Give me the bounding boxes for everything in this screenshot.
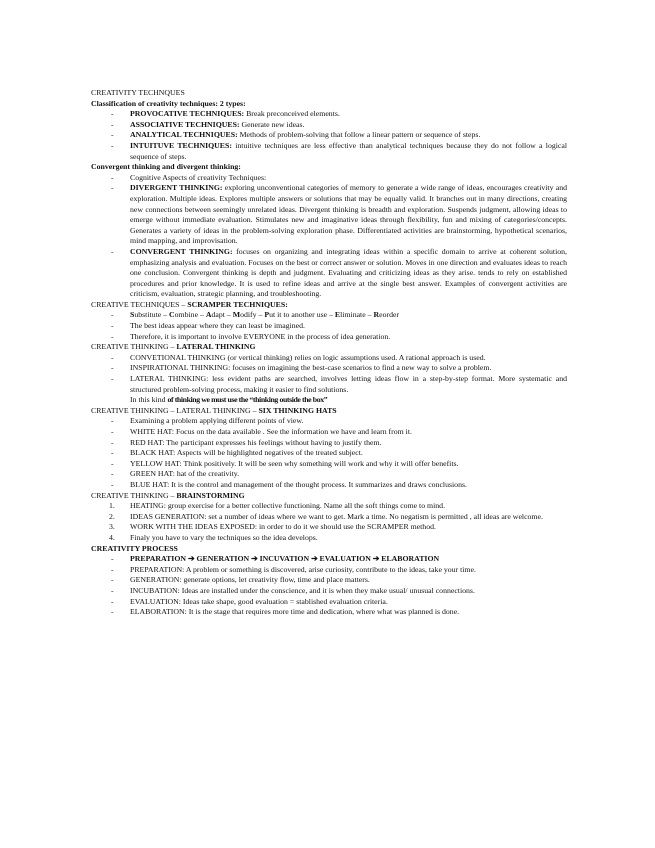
lateral-heading	[91, 342, 567, 353]
bullet-marker: -	[111, 363, 114, 373]
lateral-list	[91, 353, 567, 395]
item-text: Generate new ideas.	[239, 119, 305, 129]
list-item	[91, 363, 567, 374]
hats-heading-pre: CREATIVE THINKING – LATERAL THINKING –	[91, 405, 259, 415]
item-text: WHITE HAT: Focus on the data available . See the information we have and learn from it.	[130, 427, 412, 436]
bullet-marker: -	[111, 183, 114, 193]
document-title: CREATIVITY TECHNQUES	[91, 88, 185, 97]
item-text: Break preconceived elements.	[244, 109, 340, 119]
list-item	[91, 533, 567, 544]
brainstorming-heading-pre: CREATIVE THINKING –	[91, 490, 177, 500]
bullet-marker: -	[111, 352, 114, 362]
list-item	[91, 469, 567, 480]
acronym-word: ut it to another use –	[269, 310, 335, 320]
item-text: WORK WITH THE IDEAS EXPOSED: in order to do it we should use the SCRAMPER method.	[130, 522, 436, 532]
list-item	[91, 120, 567, 131]
lateral-tail	[91, 395, 567, 406]
hats-heading-bold: SIX THINKING HATS	[258, 405, 337, 415]
convergent-list	[91, 173, 567, 300]
item-text: Examining a problem applying different points of view.	[130, 416, 304, 426]
item-text: RED HAT: The participant expresses his feelings without having to justify them.	[130, 437, 382, 447]
list-item	[91, 130, 567, 141]
scamper-acronym-item	[91, 310, 567, 321]
item-label: PROVOCATIVE TECHNIQUES:	[130, 109, 245, 119]
list-item	[91, 173, 567, 184]
document-page	[91, 88, 567, 618]
item-text: focuses on organizing and integrating ideas within a specific domain to arrive at coherent solution, emphasizing analysis and evaluation. Focuses on the best or correct answer or solution. Moves in one direction and evaluates ideas to reach one conclusion. Convergent thinking is depth and judgment. Evaluating and criticizing ideas as they arise. tends to rely on established procedures and prior knowledge. It is used to refine ideas and arrive at the single best answer. Examples of convergent activities are criticism, evaluation, strategic planning, and troubleshooting.	[130, 246, 567, 299]
acronym-word: ombine –	[174, 310, 206, 320]
lateral-tail-bold: of thinking we must use the “thinking outside the box”	[167, 395, 328, 405]
brainstorming-list	[91, 501, 567, 543]
item-text: PREPARATION: A problem or something is discovered, arise curiosity, contribute to the ideas, take your time.	[130, 564, 476, 574]
acronym-letter: P	[264, 310, 270, 320]
list-item	[91, 459, 567, 470]
number-marker: 3.	[109, 522, 115, 532]
item-text: exploring unconventional categories of memory to generate a wide range of ideas, encourages creativity and exploration. Multiple ideas. Explores multiple answers or solutions that may be equally valid. It branches out in many directions, creating new connections between seemingly unrelated ideas. Divergent thinking is breadth and exploration. Suspends judgment, allowing ideas to emerge without immediate evaluation. Stimulates new and imaginative ideas through flexibility, fun and mixing of categories/concepts. Generates a variety of ideas in the problem-solving exploration phase. Differentiated activities are brainstorming, hypothetical scenarios, mind mapping, and improvisation.	[130, 183, 567, 246]
item-text: EVALUATION: Ideas take shape, good evaluation = stablished evaluation criteria.	[130, 596, 388, 606]
acronym-letter: A	[205, 310, 212, 320]
acronym-word: liminate –	[340, 310, 374, 320]
item-text: Finaly you have to vary the techniques so the idea develops.	[130, 532, 318, 542]
bullet-marker: -	[111, 427, 114, 436]
bullet-marker: -	[111, 554, 114, 564]
number-marker: 2.	[109, 511, 115, 521]
list-item	[91, 565, 567, 576]
item-text: INSPIRATIONAL THINKING: focuses on imagining the best-case scenarios to find a new way to solve a problem.	[130, 363, 492, 373]
bullet-marker: -	[111, 575, 114, 585]
hats-heading	[91, 406, 567, 417]
item-text: LATERAL THINKING: less evident paths are searched, involves letting ideas flow in a step-by-step format. More systematic and structured problem-solving process, making it easier to find solutions.	[130, 374, 567, 394]
item-text: ELABORATION: It is the stage that requires more time and dedication, where what was planned is done.	[130, 607, 460, 617]
item-label: ASSOCIATIVE TECHNIQUES:	[130, 119, 240, 129]
bullet-marker: -	[111, 416, 114, 426]
bullet-marker: -	[111, 596, 114, 606]
bullet-marker: -	[111, 109, 114, 119]
item-text: IDEAS GENERATION: set a number of ideas where we want to get. Mark a time. No negatism is permitted , all ideas are welcome.	[130, 511, 543, 521]
list-item	[91, 109, 567, 120]
scamper-heading-pre: CREATIVE TECHNIQUES –	[91, 299, 188, 309]
brainstorming-heading	[91, 491, 567, 502]
hats-list	[91, 416, 567, 490]
item-text: The best ideas appear where they can least be imagined.	[130, 321, 305, 331]
bullet-marker: -	[111, 172, 114, 182]
scamper-acronym	[130, 310, 399, 319]
acronym-letter: E	[334, 310, 341, 320]
brainstorming-heading-bold: BRAINSTORMING	[176, 490, 245, 500]
convergent-heading: Convergent thinking and divergent thinking:	[91, 162, 241, 172]
list-item	[91, 438, 567, 449]
classification-heading: Classification of creativity techniques: 2 types:	[91, 98, 246, 108]
list-item	[91, 321, 567, 332]
acronym-letter: C	[169, 310, 175, 320]
process-list	[91, 565, 567, 618]
bullet-marker: -	[111, 479, 114, 489]
process-heading: CREATIVITY PROCESS	[91, 543, 178, 553]
lateral-heading-bold: LATERAL THINKING	[176, 342, 256, 352]
item-label: ANALYTICAL TECHNIQUES:	[130, 130, 238, 140]
item-text: Therefore, it is important to involve EVERYONE in the process of idea generation.	[130, 331, 391, 341]
list-item	[91, 183, 567, 247]
bullet-marker: -	[111, 321, 114, 331]
list-item	[91, 586, 567, 597]
list-item	[91, 480, 567, 491]
list-item	[91, 575, 567, 586]
list-item	[91, 512, 567, 523]
scamper-notes-list	[91, 321, 567, 342]
number-marker: 4.	[109, 532, 115, 542]
number-marker: 1.	[109, 501, 115, 511]
bullet-marker: -	[111, 119, 114, 129]
list-item	[91, 448, 567, 459]
item-label: INTUITUVE TECHNIQUES:	[130, 140, 232, 150]
scamper-heading-bold: SCRAMPER TECHNIQUES:	[187, 299, 288, 309]
bullet-marker: -	[111, 331, 114, 341]
bullet-marker: -	[111, 448, 114, 458]
item-text: BLUE HAT: It is the control and management of the thought process. It summarizes and draws conclusions.	[130, 479, 467, 489]
item-label: CONVERGENT THINKING:	[130, 246, 233, 256]
item-label: DIVERGENT THINKING:	[130, 183, 223, 193]
item-text: CONVETIONAL THINKING (or vertical thinking) relies on logic assumptions used. A rational approach is used.	[130, 352, 486, 362]
list-item	[91, 247, 567, 300]
list-item	[91, 607, 567, 618]
scamper-list	[91, 310, 567, 321]
item-text: Cognitive Aspects of creativity Techniques:	[130, 172, 267, 182]
process-flow: PREPARATION ➔ GENERATION ➔ INCUVATION ➔ EVALUATION ➔ ELABORATION	[130, 554, 440, 564]
item-text: INCUBATION: Ideas are installed under the conscience, and it is when they make usual/ unusual connections.	[130, 585, 475, 595]
item-text: GENERATION: generate options, let creativity flow, time and place matters.	[130, 575, 370, 585]
bullet-marker: -	[111, 607, 114, 617]
bullet-marker: -	[111, 374, 114, 384]
lateral-tail-pre: In this kind	[130, 395, 168, 405]
item-text: intuitive techniques are less effective than analytical techniques because they do not follow a logical sequence of steps.	[130, 140, 567, 161]
bullet-marker: -	[111, 140, 114, 150]
list-item	[91, 332, 567, 343]
bullet-marker: -	[111, 246, 114, 256]
list-item	[91, 416, 567, 427]
list-item	[91, 597, 567, 608]
acronym-word: dapt –	[211, 310, 233, 320]
bullet-marker: -	[111, 437, 114, 447]
item-text: YELLOW HAT: Think positively. It will be seen why something will work and why it will offer benefits.	[130, 458, 459, 468]
list-item	[91, 353, 567, 364]
item-text: Methods of problem-solving that follow a linear pattern or sequence of steps.	[237, 130, 481, 140]
lateral-heading-pre: CREATIVE THINKING –	[91, 342, 177, 352]
acronym-letter: R	[373, 310, 380, 320]
item-text: BLACK HAT: Aspects will be highlighted negatives of the treated subject.	[130, 448, 363, 458]
acronym-letter: S	[130, 310, 135, 320]
list-item	[91, 374, 567, 395]
list-item	[91, 522, 567, 533]
bullet-marker: -	[111, 469, 114, 479]
classification-list	[91, 109, 567, 162]
bullet-marker: -	[111, 458, 114, 468]
acronym-word: odify –	[240, 310, 265, 320]
acronym-letter: M	[232, 310, 241, 320]
bullet-marker: -	[111, 130, 114, 140]
bullet-marker: -	[111, 310, 114, 320]
process-flow-item	[91, 554, 567, 565]
process-flow-list	[91, 554, 567, 565]
list-item	[91, 501, 567, 512]
acronym-word: eorder	[379, 310, 400, 320]
item-text: GREEN HAT: hat of the creativity.	[130, 469, 240, 479]
acronym-word: ubstitute –	[134, 310, 169, 320]
list-item	[91, 141, 567, 162]
item-text: HEATING: group exercise for a better collective functioning. Name all the soft things come to mind.	[130, 501, 446, 511]
scamper-heading	[91, 300, 567, 311]
bullet-marker: -	[111, 564, 114, 574]
list-item	[91, 427, 567, 438]
bullet-marker: -	[111, 585, 114, 595]
